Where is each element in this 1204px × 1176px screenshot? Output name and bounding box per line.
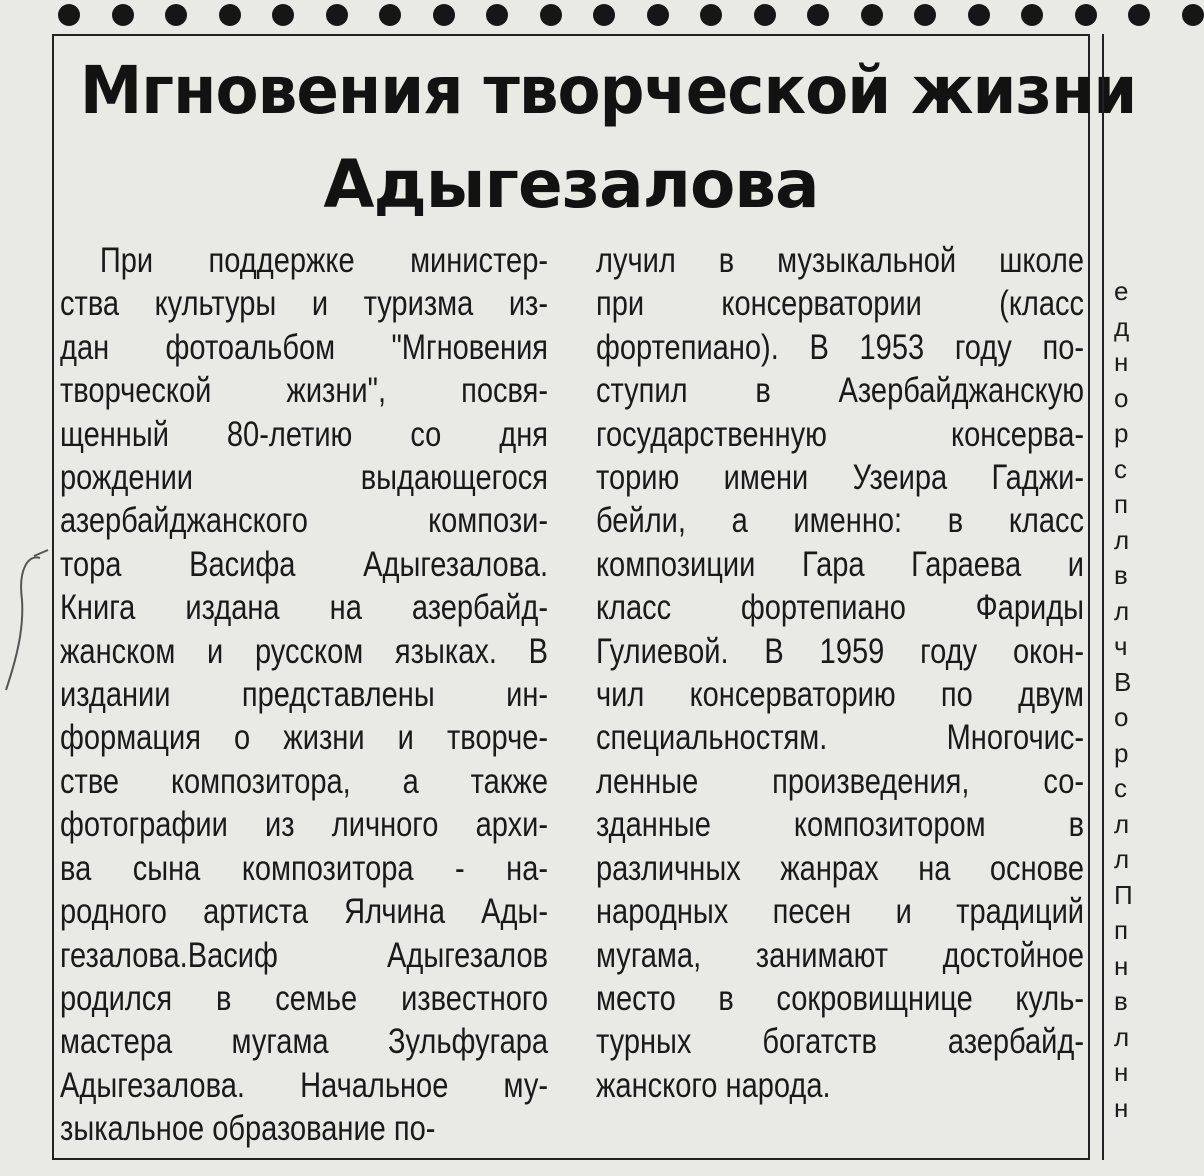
border-dot [219, 4, 241, 26]
cropped-letter: л [1114, 1021, 1130, 1052]
text-line: азербайджанского компози- [60, 501, 549, 541]
article-column-left [60, 239, 550, 1151]
text-line: Книга издана на азербайд- [60, 588, 549, 628]
text-line: творческой жизни", посвя- [60, 371, 549, 411]
text-line: при консерватории (класс [596, 284, 1085, 324]
text-line: государственную консерва- [596, 414, 1085, 454]
article-column-right [596, 239, 1086, 1107]
border-dot [272, 4, 294, 26]
border-dot [1075, 4, 1097, 26]
border-dot [914, 4, 936, 26]
cropped-letter: о [1114, 382, 1129, 413]
cropped-letter: л [1114, 844, 1130, 874]
newspaper-article [52, 34, 1137, 1160]
text-line: лучил в музыкальной школе [596, 241, 1085, 280]
text-line: ва сына композитора - на- [60, 848, 549, 888]
border-dot [326, 4, 348, 26]
cropped-letter: л [1114, 808, 1130, 839]
text-line: стве композитора, а также [60, 761, 549, 801]
text-line: рождении выдающегося [60, 458, 549, 498]
border-dot [700, 4, 722, 26]
text-line: При поддержке министер- [99, 241, 549, 280]
cropped-letter: л [1114, 595, 1130, 626]
text-line: фотографии из личного архи- [60, 805, 549, 845]
cropped-letter: н [1114, 950, 1129, 981]
text-line: народных песен и традиций [596, 892, 1085, 932]
text-line: тора Васифа Адыгезалова. [60, 544, 549, 584]
cropped-letter: в [1114, 986, 1128, 1016]
text-line: зыкальное образование по- [60, 1109, 436, 1149]
border-dot [112, 4, 134, 26]
cropped-letter: ч [1114, 631, 1128, 661]
text-line: бейли, а именно: в класс [596, 501, 1085, 541]
border-dot [968, 4, 990, 26]
text-line: Гулиевой. В 1959 году окон- [596, 631, 1085, 671]
text-line: щенный 80-летию со дня [60, 414, 549, 454]
cropped-letter: П [1114, 879, 1133, 910]
text-line: родного артиста Ялчина Ады- [60, 892, 549, 932]
text-line: Адыгезалова. Начальное му- [60, 1065, 549, 1105]
border-dot [807, 4, 829, 26]
text-line: жанском и русском языках. В [60, 631, 549, 671]
text-line: родился в семье известного [60, 978, 549, 1018]
text-line: композиции Гара Гараева и [596, 544, 1085, 584]
cropped-letter: п [1114, 915, 1129, 945]
cropped-letter: н [1114, 1057, 1129, 1087]
border-dot [593, 4, 615, 26]
border-dot [58, 4, 80, 26]
cropped-letter: е [1114, 276, 1129, 306]
border-dot [379, 4, 401, 26]
cropped-letter: н [1114, 347, 1129, 377]
text-line: формация о жизни и творче- [60, 718, 549, 758]
text-line: мугама, занимают достойное [596, 935, 1085, 975]
cropped-letter: р [1114, 418, 1129, 448]
text-line: издании представлены ин- [60, 675, 549, 715]
text-line: ства культуры и туризма из- [60, 284, 549, 324]
text-line: различных жанрах на основе [596, 848, 1085, 888]
border-dot [1021, 4, 1043, 26]
adjacent-article-fragment [1102, 34, 1133, 1160]
headline-line-1: Мгновения творческой жизни [79, 52, 1137, 129]
border-dot [486, 4, 508, 26]
cropped-letter: п [1114, 489, 1129, 519]
text-line: ступил в Азербайджанскую [596, 371, 1085, 411]
cropped-letter: с [1114, 773, 1127, 803]
cropped-letter: в [1114, 560, 1128, 590]
cropped-letter: В [1114, 666, 1132, 697]
text-line: зданные композитором в [596, 805, 1085, 845]
cropped-letter: д [1114, 311, 1130, 342]
dot-border-strip [0, 0, 1128, 32]
text-line: дан фотоальбом "Мгновения [60, 327, 549, 367]
text-line: мастера мугама Зульфугара [60, 1022, 549, 1062]
border-dot [1182, 4, 1204, 26]
cropped-letter: р [1114, 737, 1129, 768]
border-dot [433, 4, 455, 26]
text-line: чил консерваторию по двум [596, 675, 1085, 715]
border-dot [1128, 4, 1150, 26]
border-dot [754, 4, 776, 26]
cropped-letter: с [1114, 453, 1127, 484]
headline-line-2: Адыгезалова [323, 146, 819, 223]
text-line: специальностям. Многочис- [596, 718, 1085, 758]
text-line: турных богатств азербайд- [596, 1022, 1085, 1062]
border-dot [647, 4, 669, 26]
cropped-letter: л [1114, 524, 1130, 555]
cropped-letter: н [1114, 1092, 1129, 1123]
border-dot [861, 4, 883, 26]
text-line: торию имени Узеира Гаджи- [596, 458, 1085, 498]
text-line: место в сокровищнице куль- [596, 978, 1085, 1018]
border-dot [540, 4, 562, 26]
text-line: фортепиано). В 1953 году по- [596, 327, 1085, 367]
pen-stroke-mark [0, 540, 60, 700]
border-dot [165, 4, 187, 26]
text-line: жанского народа. [596, 1065, 831, 1105]
text-line: класс фортепиано Фариды [596, 588, 1085, 628]
text-line: ленные произведения, со- [596, 761, 1085, 801]
cropped-letter: о [1114, 702, 1129, 732]
text-line: гезалова.Васиф Адыгезалов [60, 935, 549, 975]
